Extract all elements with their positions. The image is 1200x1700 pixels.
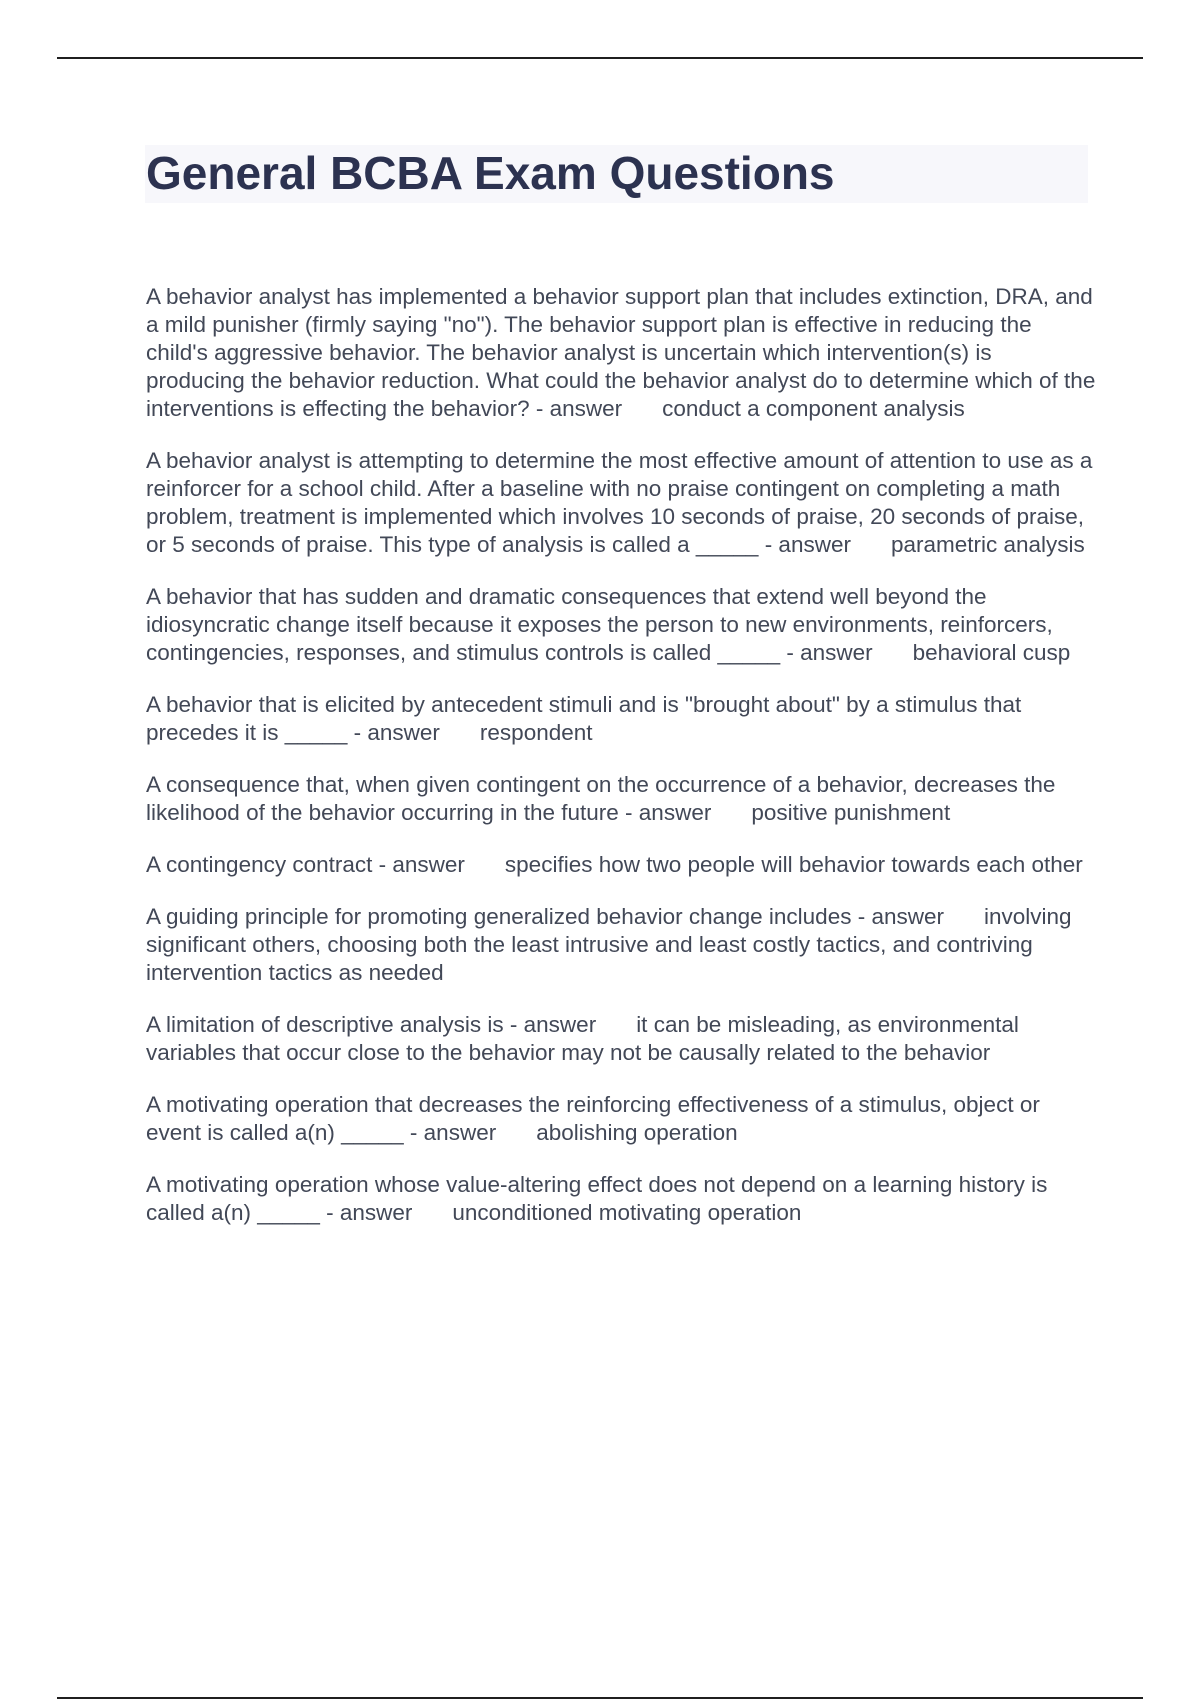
- question-text: A behavior that is elicited by antecedent stimuli and is "brought about" by a stimulus that precedes it is _____: [146, 692, 1022, 745]
- qa-item: [146, 691, 1096, 747]
- answer-label: - answer: [403, 1120, 497, 1145]
- question-text: A motivating operation that decreases the reinforcing effectiveness of a stimulus, object or event is called a(n) _____: [146, 1092, 1040, 1145]
- question-text: A motivating operation whose value-altering effect does not depend on a learning history is called a(n) _____: [146, 1172, 1048, 1225]
- answer-label: - answer: [347, 720, 440, 745]
- qa-item: [146, 1171, 1096, 1227]
- question-text: A behavior that has sudden and dramatic consequences that extend well beyond the idiosyncratic change itself because it exposes the person to new environments, reinforcers, contingencies, responses, and stimulus controls is called _____: [146, 584, 1053, 665]
- answer-label: - answer: [319, 1200, 413, 1225]
- question-text: A guiding principle for promoting generalized behavior change includes: [146, 904, 852, 929]
- answer-text: specifies how two people will behavior towards each other: [504, 852, 1083, 877]
- answer-text: unconditioned motivating operation: [452, 1200, 802, 1225]
- answer-text: positive punishment: [751, 800, 951, 825]
- answer-label: - answer: [780, 640, 873, 665]
- answer-label: - answer: [758, 532, 851, 557]
- qa-item: [146, 1091, 1096, 1147]
- qa-list: [146, 283, 1096, 1251]
- qa-item: [146, 283, 1096, 423]
- question-text: A behavior analyst has implemented a behavior support plan that includes extinction, DRA, and a mild punisher (firmly saying "no"). The behavior support plan is effective in reducing the child's aggressive behavior. The behavior analyst is uncertain which intervention(s) is producing the behavior reduction. What could the behavior analyst do to determine which of the interventions is effecting the behavior?: [146, 284, 1096, 421]
- qa-item: [146, 1011, 1096, 1067]
- bottom-rule: [57, 1697, 1143, 1699]
- answer-text: respondent: [479, 720, 593, 745]
- answer-text: parametric analysis: [890, 532, 1085, 557]
- qa-item: [146, 583, 1096, 667]
- answer-text: behavioral cusp: [912, 640, 1071, 665]
- answer-label: - answer: [618, 800, 712, 825]
- answer-text: conduct a component analysis: [662, 396, 965, 421]
- answer-label: - answer: [503, 1012, 597, 1037]
- question-text: A limitation of descriptive analysis is: [146, 1012, 504, 1037]
- question-text: A consequence that, when given contingent on the occurrence of a behavior, decreases the likelihood of the behavior occurring in the future: [146, 772, 1056, 825]
- qa-item: [146, 771, 1096, 827]
- qa-item: [146, 851, 1096, 879]
- answer-label: - answer: [851, 904, 944, 929]
- page-title: General BCBA Exam Questions: [146, 147, 835, 199]
- qa-item: [146, 903, 1096, 987]
- answer-text: involving significant others, choosing both the least intrusive and least costly tactics, and contriving intervention tactics as needed: [146, 904, 1072, 985]
- top-rule: [57, 57, 1143, 59]
- qa-item: [146, 447, 1096, 559]
- question-text: A behavior analyst is attempting to determine the most effective amount of attention to use as a reinforcer for a school child. After a baseline with no praise contingent on completing a math problem, treatment is implemented which involves 10 seconds of praise, 20 seconds of praise, or 5 seconds of praise. This type of analysis is called a _____: [146, 448, 1093, 557]
- question-text: A contingency contract: [146, 852, 373, 877]
- answer-label: - answer: [529, 396, 623, 421]
- answer-text: abolishing operation: [536, 1120, 738, 1145]
- answer-text: it can be misleading, as environmental variables that occur close to the behavior may not be causally related to the behavior: [146, 1012, 1019, 1065]
- answer-label: - answer: [372, 852, 465, 877]
